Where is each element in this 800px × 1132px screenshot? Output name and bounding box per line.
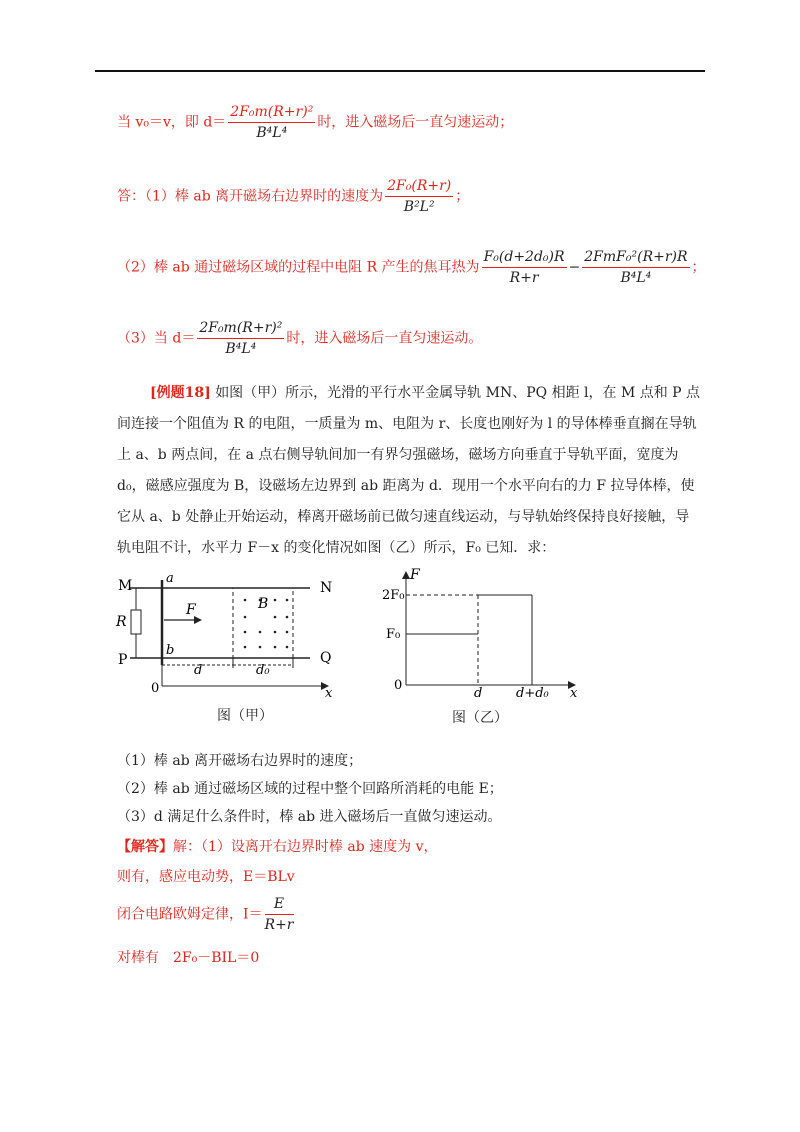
label-Q: Q — [320, 650, 332, 666]
dot — [274, 599, 277, 602]
fraction — [582, 249, 689, 286]
denominator: B⁴L⁴ — [225, 341, 257, 357]
label-F: F — [186, 602, 196, 618]
label-a: a — [166, 571, 174, 586]
question-1: （1）棒 ab 离开磁场右边界时的速度； — [117, 753, 363, 769]
text: 时，进入磁场后一直匀速运动。 — [286, 330, 483, 347]
label-F0: F₀ — [386, 627, 401, 642]
numerator: 2F₀(R+r) — [385, 178, 453, 197]
solution-label: 【解答】 — [117, 839, 173, 855]
dot — [259, 646, 262, 649]
denominator: B⁴L⁴ — [620, 270, 652, 286]
top-rule — [95, 70, 705, 72]
text: 闭合电路欧姆定律，I＝ — [117, 906, 263, 923]
dot — [286, 646, 289, 649]
fraction — [228, 104, 315, 141]
answer-2 — [117, 249, 706, 286]
dot — [244, 599, 247, 602]
numerator: E — [265, 896, 294, 915]
solution-line-1 — [117, 836, 437, 856]
solution-line-3 — [117, 896, 296, 933]
label-P: P — [118, 652, 128, 668]
fraction — [482, 249, 567, 286]
dot — [286, 631, 289, 634]
dot — [286, 616, 289, 619]
fraction — [385, 178, 453, 215]
text: ； — [691, 259, 706, 276]
label-N: N — [320, 580, 333, 596]
text: 当 v₀＝v，即 d＝ — [117, 114, 227, 131]
label-d: d — [194, 663, 203, 678]
example-problem — [117, 378, 702, 564]
numerator: 2FmF₀²(R+r)R — [582, 249, 689, 268]
label-R: R — [116, 614, 127, 630]
minus-sign: − — [568, 259, 581, 276]
answer-line-condition — [117, 104, 513, 141]
label-d0: d₀ — [256, 663, 270, 678]
denominator: R+r — [264, 917, 294, 933]
label-d: d — [474, 686, 483, 700]
dot — [259, 631, 262, 634]
figure-yi — [380, 565, 590, 700]
text: 解：（1）设离开右边界时棒 ab 速度为 v， — [173, 839, 438, 855]
example-text: 如图（甲）所示，光滑的平行水平金属导轨 MN、PQ 相距 l，在 M 点和 P 点间连接一个阻值为 R 的电阻，一质量为 m、电阻为 r、长度也刚好为 l 的导体棒垂直搁在导轨上 a、b 两点间，在 a 点右侧导轨间加一有界匀强磁场，磁场方向垂直于导轨平面，宽度为 d₀，磁感应强度为 B，设磁场左边界到 ab 距离为 d．现用一个水平向右的力 F 拉导体棒，使它从 a、b 处静止开始运动，棒离开磁场前已做匀速直线运动，与导轨始终保持良好接触，导轨电阻不计，水平力 F－x 的变化情况如图（乙）所示，F₀ 已知．求： — [117, 385, 701, 556]
solution-line-2: 则有，感应电动势，E＝BLv — [117, 869, 295, 885]
label-origin: 0 — [394, 678, 403, 693]
label-B: B — [258, 596, 269, 612]
text: （2）棒 ab 通过磁场区域的过程中电阻 R 产生的焦耳热为 — [117, 259, 480, 276]
label-2F0: 2F₀ — [382, 588, 405, 603]
fraction — [265, 896, 294, 933]
label-b: b — [166, 643, 175, 658]
question-3: （3）d 满足什么条件时，棒 ab 进入磁场后一直做匀速运动。 — [117, 809, 502, 825]
resistor — [131, 610, 141, 634]
label-origin: 0 — [151, 681, 160, 696]
label-M: M — [118, 578, 133, 594]
solution-line-4: 对棒有 2F₀－BIL＝0 — [117, 950, 260, 966]
answer-3 — [117, 320, 482, 357]
fraction — [197, 320, 284, 357]
label-F: F — [410, 567, 420, 583]
dot — [244, 646, 247, 649]
dot — [244, 631, 247, 634]
text: （3）当 d＝ — [117, 330, 196, 347]
text: 答：（1）棒 ab 离开磁场右边界时的速度为 — [117, 188, 384, 205]
denominator: B²L² — [403, 199, 435, 215]
dot — [274, 631, 277, 634]
text: ； — [455, 188, 470, 205]
numerator: F₀(d+2d₀)R — [482, 249, 567, 268]
answer-1 — [117, 178, 469, 215]
dot — [274, 616, 277, 619]
dot — [286, 599, 289, 602]
numerator: 2F₀m(R+r)² — [228, 104, 315, 123]
label-d-plus-d0: d+d₀ — [516, 686, 549, 700]
dot — [244, 616, 247, 619]
question-2: （2）棒 ab 通过磁场区域的过程中整个回路所消耗的电能 E； — [117, 781, 503, 797]
text: 时，进入磁场后一直匀速运动； — [317, 114, 514, 131]
example-label: [例题18] — [150, 385, 211, 401]
caption-jia: 图（甲） — [217, 708, 273, 724]
numerator: 2F₀m(R+r)² — [197, 320, 284, 339]
caption-yi: 图（乙） — [452, 710, 508, 726]
y-axis-arrow — [402, 571, 410, 579]
dot — [274, 646, 277, 649]
label-x: x — [325, 686, 333, 700]
figure-jia — [110, 570, 370, 700]
denominator: B⁴L⁴ — [256, 125, 288, 141]
label-x: x — [570, 686, 578, 700]
denominator: R+r — [509, 270, 539, 286]
